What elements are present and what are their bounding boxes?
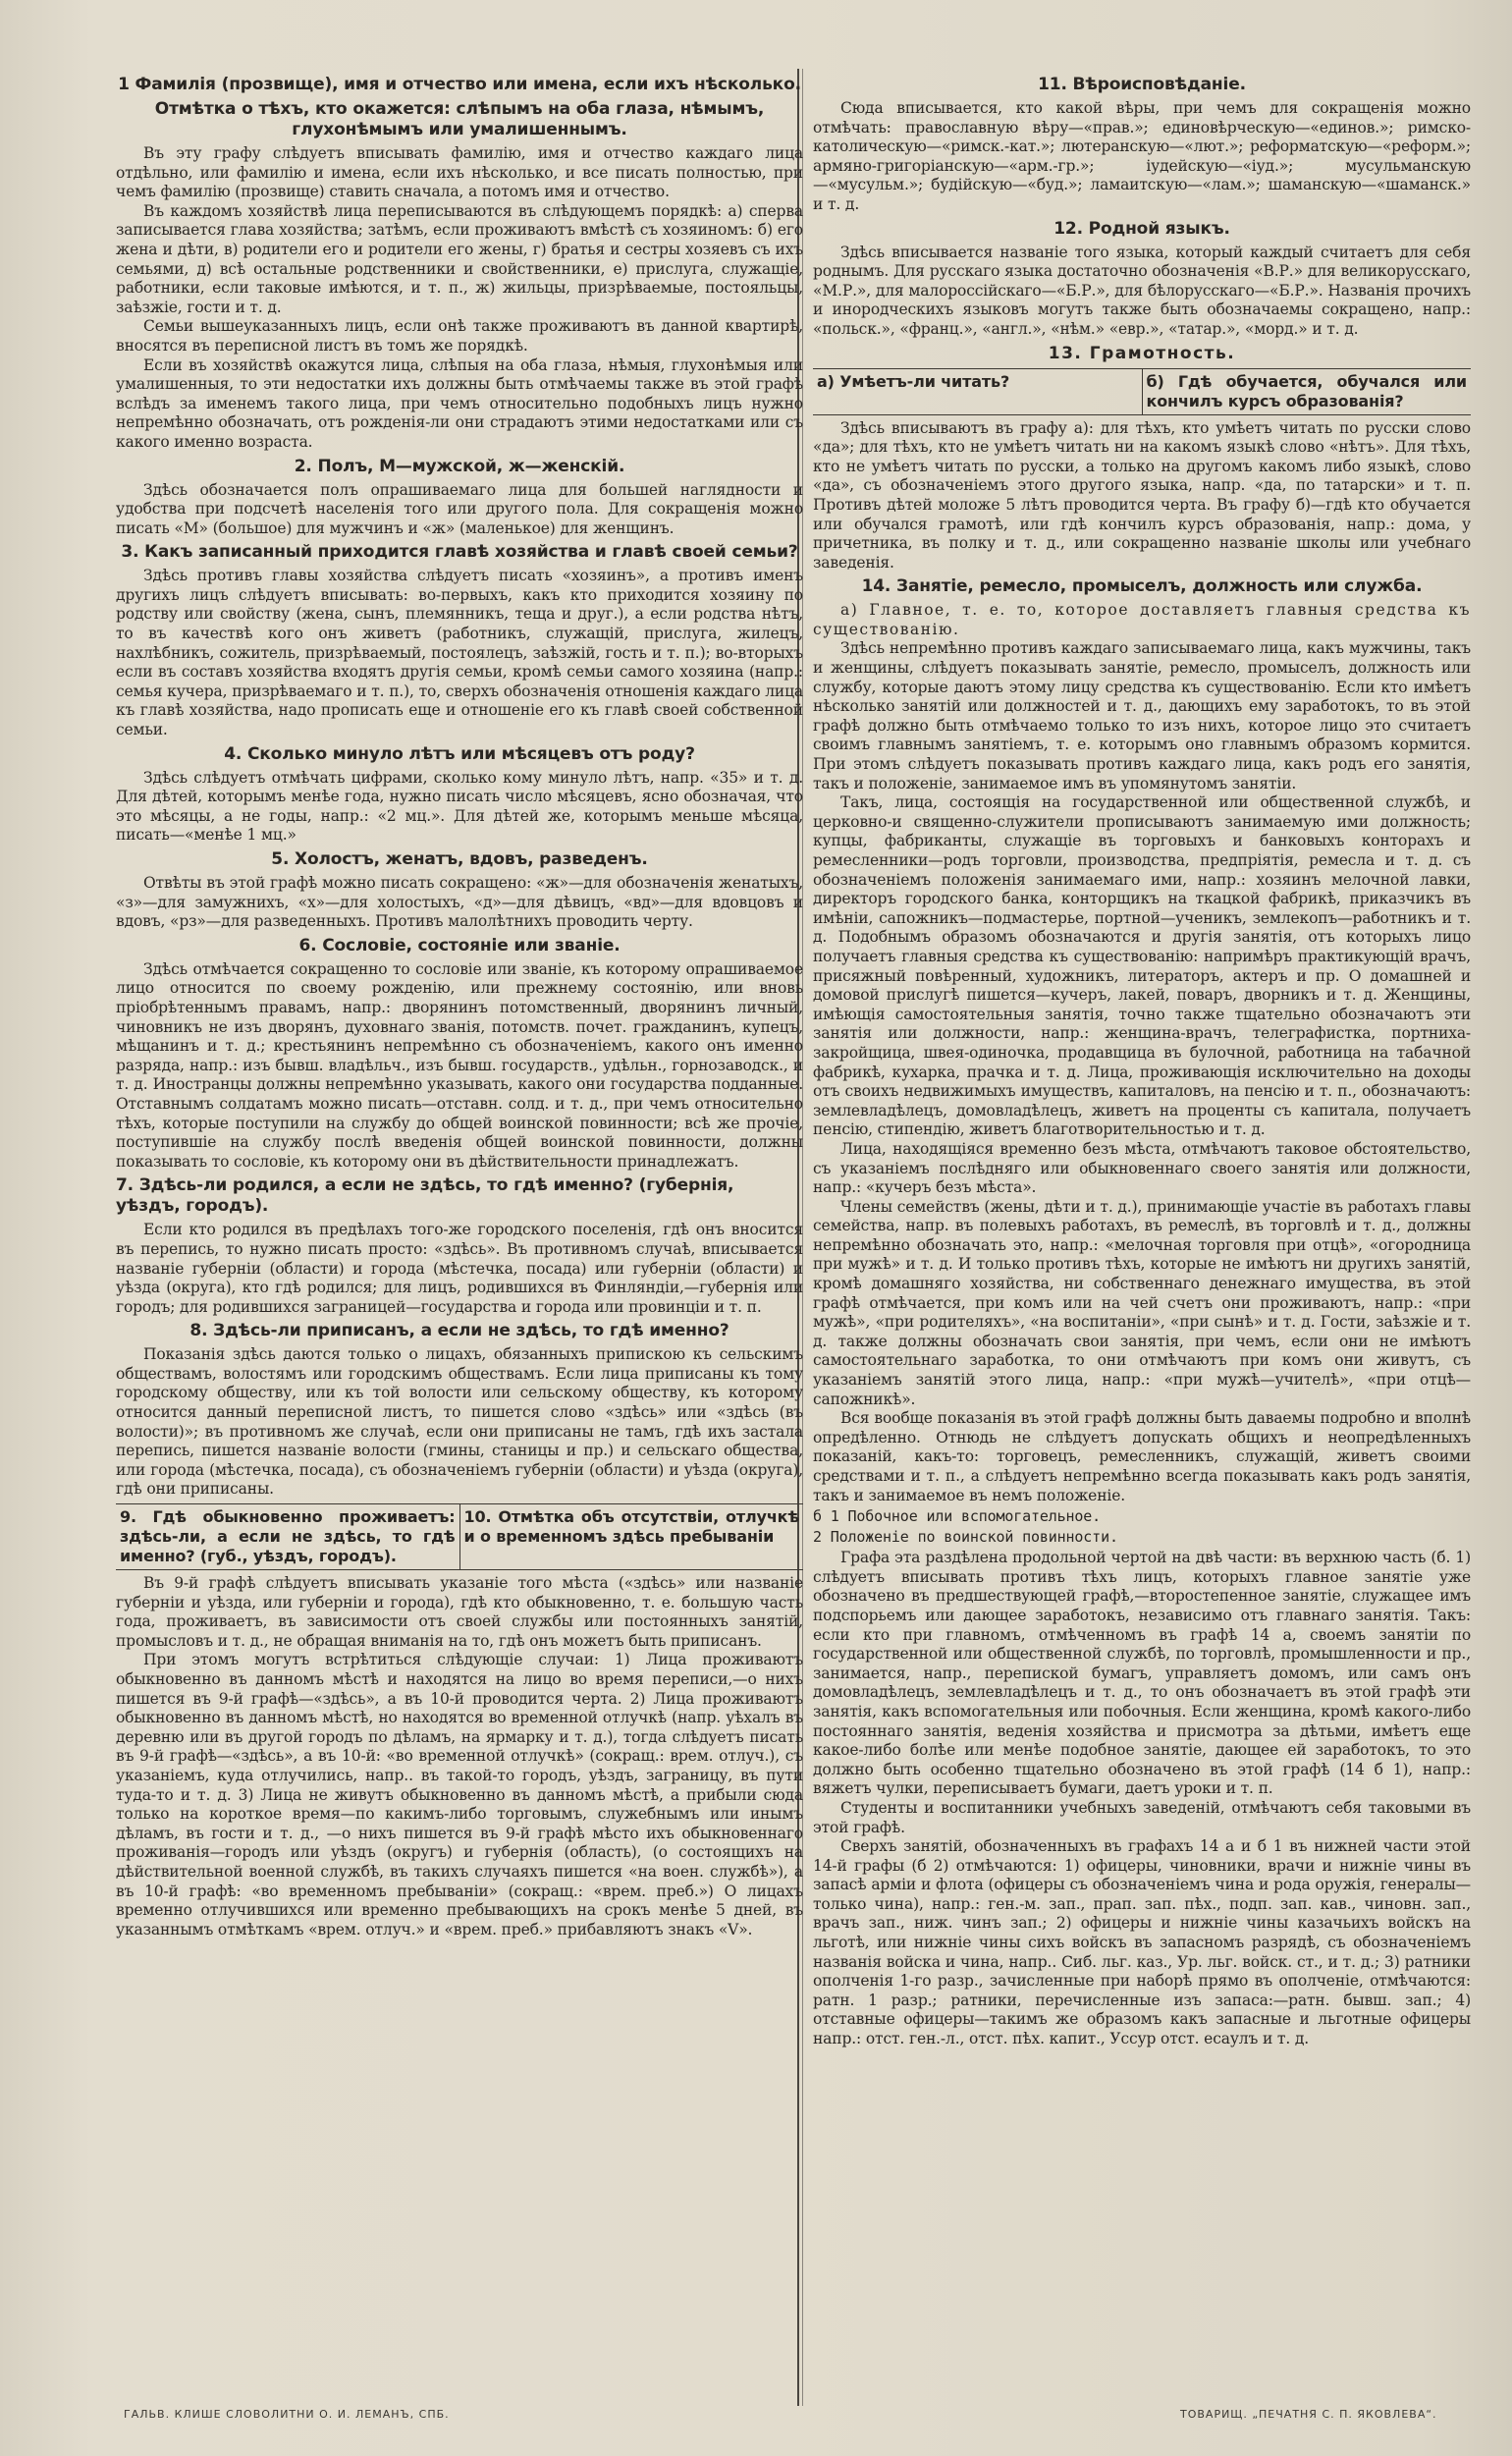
- paragraph: Здѣсь обозначается полъ опрашиваемаго лица для большей наглядности и удобства при подсчетѣ населенія того или другого пола. Для сокращенія можно писать «М» (большое) для мужчинъ и «ж» (маленькое) для женщинъ.: [116, 480, 803, 537]
- printer-credit-left: ГАЛЬВ. КЛИШЕ СЛОВОЛИТНИ О. И. ЛЕМАНЪ, СПБ.: [124, 2408, 450, 2421]
- heading-14: 14. Занятіе, ремесло, промыселъ, должность или служба.: [861, 576, 1423, 597]
- left-column: [116, 71, 803, 2359]
- paragraph: Если кто родился въ предѣлахъ того-же городского поселенія, гдѣ онъ вносится въ перепись, то нужно писать просто: «здѣсь». Въ противномъ случаѣ, вписывается названіе губерніи (области) и города (мѣстечка, посада) или губерніи (области) и уѣзда (округа), кто гдѣ родился; для лицъ, родившихся въ Финляндіи,—губернія или городъ; для родившихся заграницей—государства и города или провинціи и т. п.: [116, 1221, 803, 1316]
- paragraph: Здѣсь слѣдуетъ отмѣчать цифрами, сколько кому минуло лѣтъ, напр. «35» и т. д. Для дѣтей, которымъ менѣе года, нужно писать число мѣсяцевъ, ясно обозначая, что это мѣсяцы, а не годы, напр.: «2 мц.». Для дѣтей же, которымъ меньше мѣсяца, писать—«менѣе 1 мц.»: [116, 768, 803, 845]
- paragraph: Въ 9-й графѣ слѣдуетъ вписывать указаніе того мѣста («здѣсь» или названіе губерніи и уѣзда, или губерніи и города), гдѣ кто обыкновенно, т. е. большую часть года, проживаетъ, въ зависимости отъ своей службы или постоянныхъ занятій, промысловъ и т. д., не обращая вниманія на то, гдѣ онъ можетъ быть приписанъ.: [116, 1574, 803, 1650]
- paragraph: Если въ хозяйствѣ окажутся лица, слѣпыя на оба глаза, нѣмыя, глухонѣмыя или умалишенныя, то эти недостатки ихъ должны быть отмѣчаемы также въ этой графѣ вслѣдъ за именемъ такого лица, при чемъ относительно подобныхъ лицъ нужно непремѣнно обозначать, отъ рожденія-ли они страдаютъ этими недостатками или съ какого именно возраста.: [116, 355, 803, 451]
- paragraph: Вся вообще показанія въ этой графѣ должны быть даваемы подробно и вполнѣ опредѣленно. Отнюдь не слѣдуетъ допускать общихъ и неопредѣленныхъ показаній, какъ-то: торговецъ, ремесленникъ, служащій, живетъ своими средствами и т. п., а слѣдуетъ непремѣнно всегда показывать какъ родъ занятія, такъ и занимаемое въ немъ положеніе.: [813, 1409, 1471, 1504]
- split-heading-9-10: [116, 1503, 803, 1570]
- heading-9: 9. Гдѣ обыкновенно проживаетъ: здѣсь-ли, а если не здѣсь, то гдѣ именно? (губ., уѣздъ, городъ).: [116, 1504, 460, 1569]
- heading-3: 3. Какъ записанный приходится главѣ хозяйства и главѣ своей семьи?: [121, 542, 798, 563]
- paragraph: Отвѣты въ этой графѣ можно писать сокращено: «ж»—для обозначенія женатыхъ, «з»—для замужнихъ, «х»—для холостыхъ, «д»—для дѣвицъ, «вд»—для вдовцовъ и вдовъ, «рз»—для разведенныхъ. Противъ малолѣтнихъ проводить черту.: [116, 874, 803, 931]
- printer-credit-right: ТОВАРИЩ. „ПЕЧАТНЯ С. П. ЯКОВЛЕВА“.: [1180, 2408, 1437, 2421]
- heading-11: 11. Вѣроисповѣданіе.: [1038, 75, 1246, 94]
- paragraph: Сюда вписывается, кто какой вѣры, при чемъ для сокращенія можно отмѣчать: православную вѣру—«прав.»; единовѣрческую—«единов.»; римско-католическую—«римск.-кат.»; лютеранскую—«лют.»; реформатскую—«реформ.»; армяно-григоріанскую—«арм.-гр.»; іудейскую—«іуд.»; мусульманскую—«мусульм.»; будійскую—«буд.»; ламаитскую—«лам.»; шаманскую—«шаманск.» и т. д.: [813, 99, 1471, 213]
- heading-1: 1 Фамилія (прозвище), имя и отчество или имена, если ихъ нѣсколько.: [118, 75, 801, 94]
- subheading-14a: а) Главное, т. е. то, которое доставляетъ главныя средства къ существованію.: [813, 601, 1471, 638]
- paragraph: Студенты и воспитанники учебныхъ заведеній, отмѣчаютъ себя таковыми въ этой графѣ.: [813, 1798, 1471, 1836]
- heading-2: 2. Полъ, М—мужской, ж—женскій.: [294, 456, 625, 476]
- paragraph: Здѣсь противъ главы хозяйства слѣдуетъ писать «хозяинъ», а противъ именъ другихъ лицъ слѣдуетъ вписывать: во-первыхъ, какъ кто приходится хозяину по родству или свойству (жена, сынъ, племянникъ, теща и друг.), а если родства нѣтъ, то въ качествѣ кого онъ живетъ (работникъ, служащій, прислуга, жилецъ, нахлѣбникъ, сожитель, призрѣваемый, постоялецъ, заѣзжій, гость и т. п.); во-вторыхъ если въ составъ хозяйства входятъ другія семьи, кромѣ семьи самого хозяина (напр.: семья кучера, призрѣваемаго и т. п.), то, сверхъ обозначенія отношенія каждаго лица къ главѣ хозяйства, надо прописать еще и отношеніе его къ главѣ своей собственной семьи.: [116, 567, 803, 739]
- heading-10: 10. Отмѣтка объ отсутствіи, отлучкѣ и о временномъ здѣсь пребываніи: [463, 1507, 799, 1547]
- heading-13a: а) Умѣетъ-ли читать?: [813, 369, 1143, 414]
- paragraph: Здѣсь вписывается названіе того языка, который каждый считаетъ для себя роднымъ. Для русскаго языка достаточно обозначенія «В.Р.» для великорусскаго, «М.Р.», для малороссійскаго—«Б.Р.», для бѣлорусскаго—«Б.Р.». Названія прочихъ и инородческихъ языковъ могутъ также быть обозначаемы сокращено, напр.: «польск.», «франц.», «англ.», «нѣм.» «евр.», «татар.», «морд.» и т. д.: [813, 243, 1471, 338]
- heading-12: 12. Родной языкъ.: [1053, 218, 1230, 239]
- heading-5: 5. Холостъ, женатъ, вдовъ, разведенъ.: [271, 849, 648, 869]
- right-column: [813, 71, 1471, 2359]
- split-heading-13: [813, 368, 1471, 415]
- paragraph: Семьи вышеуказанныхъ лицъ, если онѣ также проживаютъ въ данной квартирѣ, вносятся въ переписной листъ въ томъ же порядкѣ.: [116, 317, 803, 355]
- paragraph: Сверхъ занятій, обозначенныхъ въ графахъ 14 а и б 1 въ нижней части этой 14-й графы (б 2) отмѣчаются: 1) офицеры, чиновники, врачи и нижніе чины въ запасѣ арміи и флота (офицеры съ обозначеніемъ чина и рода оружія, генералы—только чина), напр.: ген.-м. зап., прап. зап. пѣх., подп. зап. кав., чиновн. зап., врачъ зап., ниж. чинъ зап.; 2) офицеры и нижніе чины казачьихъ войскъ на льготѣ, или нижніе чины сихъ войскъ въ запасномъ разрядѣ, съ обозначеніемъ названія войска и чина, напр.. Сиб. льг. каз., Ур. льг. войск. ст., и т. д.; 3) ратники ополченія 1-го разр., зачисленные при наборѣ прямо въ ополченіе, отмѣчаются: ратн. 1 разр.; ратники, перечисленные изъ запаса:—ратн. бывш. зап.; 4) отставные офицеры—такимъ же образомъ какъ запасные и льготные офицеры напр.: отст. ген.-л., отст. пѣх. капит., Уссур отст. есаулъ и т. д.: [813, 1837, 1471, 2048]
- paragraph: Члены семействъ (жены, дѣти и т. д.), принимающіе участіе въ работахъ главы семейства, напр. въ полевыхъ работахъ, въ ремеслѣ, въ торговлѣ и т. д., должны непремѣнно обозначать это, напр.: «мелочная торговля при отцѣ», «огородница при мужѣ» и т. д. И только противъ тѣхъ, которые не имѣютъ ни другихъ занятій, кромѣ домашняго хозяйства, ни собственнаго денежнаго имущества, въ этой графѣ отмѣчается, при комъ или на чей счетъ они проживаютъ, напр.: «при мужѣ», «при родителяхъ», «на воспитаніи», «при сынѣ» и т. д. Гости, заѣзжіе и т. д. также должны обозначать свои занятія, при чемъ, если они не имѣютъ самостоятельнаго заработка, то они отмѣчаютъ при комъ они живутъ, съ указаніемъ занятій этого лица, напр.: «при мужѣ—учителѣ», «при отцѣ—сапожникѣ».: [813, 1197, 1471, 1408]
- paragraph: Здѣсь отмѣчается сокращенно то сословіе или званіе, къ которому опрашиваемое лицо относится по своему рожденію, или прежнему состоянію, или вновь пріобрѣтеннымъ правамъ, напр.: дворянинъ потомственный, дворянинъ личный, чиновникъ не изъ дворянъ, духовнаго званія, потомств. почет. гражданинъ, купецъ, мѣщанинъ и т. д.; крестьянинъ непремѣнно съ обозначеніемъ, какого онъ именно разряда, напр.: изъ бывш. владѣльч., изъ бывш. государств., удѣльн., горнозаводск., и т. д. Иностранцы должны непремѣнно указывать, какого они государства подданные. Отставнымъ солдатамъ можно писать—отставн. солд. и т. д., при чемъ относительно тѣхъ, которые поступили на службу до общей воинской повинности; всѣ же прочіе, поступившіе на службу послѣ введенія общей воинской повинности, должны показывать то сословіе, къ которому они въ дѣйствительности принадлежатъ.: [116, 959, 803, 1171]
- paragraph: Здѣсь непремѣнно противъ каждаго записываемаго лица, какъ мужчины, такъ и женщины, слѣдуетъ показывать занятіе, ремесло, промыселъ, должность или службу, которые даютъ этому лицу средства къ существованію. Если кто имѣетъ нѣсколько занятій или должностей и т. д., дающихъ ему заработокъ, то въ этой графѣ должно быть отмѣчаемо только то изъ нихъ, которое лицо это считаетъ своимъ главнымъ занятіемъ, т. е. которымъ оно главнымъ образомъ кормится. При этомъ слѣдуетъ показывать противъ каждаго лица, какъ родъ его занятія, такъ и положеніе, занимаемое имъ въ упомянутомъ занятіи.: [813, 639, 1471, 792]
- paragraph: Такъ, лица, состоящія на государственной или общественной службѣ, и церковно-и священно-служители прописываютъ занимаемую ими должность; купцы, фабриканты, служащіе въ торговыхъ и банковыхъ конторахъ и ремесленники—родъ торговли, производства, предпріятія, ремесла и т. д. съ обозначеніемъ положенія занимаемаго ими, напр.: хозяинъ мелочной лавки, директоръ городского банка, конторщикъ на ткацкой фабрикѣ, приказчикъ въ имѣніи, сапожникъ—подмастерье, портной—ученикъ, землекопъ—работникъ и т. д. Подобнымъ образомъ обозначаются и другія занятія, отъ которыхъ лицо получаетъ главныя средства къ существованію: напримѣръ практикующій врачъ, присяжный повѣренный, художникъ, литераторъ, актеръ и пр. О домашней и домовой прислугѣ пишется—кучеръ, лакей, поваръ, дворникъ и т. д. Женщины, имѣющія самостоятельныя занятія, точно также тщательно обозначаютъ эти занятія или должности, напр.: женщина-врачъ, телеграфистка, портниха-закройщица, швея-одиночка, продавщица въ булочной, работница на табачной фабрикѣ, кухарка, прачка и т. д. Лица, проживающія исключительно на доходы отъ своихъ недвижимыхъ имуществъ, капиталовъ, на пенсію и т. п., обозначаютъ: землевладѣлецъ, домовладѣлецъ, живетъ на проценты съ капитала, получаетъ пенсію, стипендію, живетъ благотворительностью и т. д.: [813, 793, 1471, 1139]
- heading-4: 4. Сколько минуло лѣтъ или мѣсяцевъ отъ роду?: [224, 743, 695, 764]
- subheading-14b1: б 1 Побочное или вспомогательное.: [813, 1507, 1102, 1526]
- heading-8: 8. Здѣсь-ли приписанъ, а если не здѣсь, то гдѣ именно?: [189, 1321, 729, 1341]
- paragraph: Въ эту графу слѣдуетъ вписывать фамилію, имя и отчество каждаго лица отдѣльно, или фамилію и имена, если ихъ нѣсколько, и все писать полностью, при чемъ фамилію (прозвище) ставить сначала, а потомъ имя и отчество.: [116, 144, 803, 201]
- paragraph: Графа эта раздѣлена продольной чертой на двѣ части: въ верхнюю часть (б. 1) слѣдуетъ вписывать противъ тѣхъ лицъ, которыхъ главное занятіе уже обозначено въ предшествующей графѣ,—второстепенное занятіе, служащее имъ подспорьемъ или дающее заработокъ, независимо отъ главнаго занятія. Такъ: если кто при главномъ, отмѣченномъ въ графѣ 14 а, своемъ занятіи по государственной или общественной службѣ, по торговлѣ, промышленности и пр., занимается, напр., перепиской бумагъ, управляетъ домомъ, или самъ онъ домовладѣлецъ, землевладѣлецъ и т. д., то онъ обозначаетъ въ этой графѣ эти занятія, какъ вспомогательныя или побочныя. Если женщина, кромѣ какого-либо постояннаго занятія, веденія хозяйства и присмотра за дѣтьми, имѣетъ еще какое-либо болѣе или менѣе подобное занятіе, дающее ей заработокъ, то это должно быть особенно тщательно обозначено въ этой графѣ (14 б 1), напр.: вяжетъ чулки, переписываетъ бумаги, даетъ уроки и т. п.: [813, 1549, 1471, 1798]
- subheading-14b2: 2 Положеніе по воинской повинности.: [813, 1528, 1118, 1547]
- paragraph: Лица, находящіяся временно безъ мѣста, отмѣчаютъ таковое обстоятельство, съ указаніемъ послѣдняго или обыкновеннаго своего занятія или должности, напр.: «кучеръ безъ мѣста».: [813, 1139, 1471, 1197]
- paragraph: Здѣсь вписываютъ въ графу а): для тѣхъ, кто умѣетъ читать по русски слово «да»; для тѣхъ, кто не умѣетъ читать ни на какомъ языкѣ слово «нѣтъ». Для тѣхъ, кто не умѣетъ читать по русски, а только на другомъ какомъ либо языкѣ, слово «да», съ обозначеніемъ этого другого языка, напр. «да, по татарски» и т. п. Противъ дѣтей моложе 5 лѣтъ проводится черта. Въ графу б)—гдѣ кто обучается или обучался грамотѣ, или гдѣ кончилъ курсъ образованія, напр.: дома, у причетника, въ полку и т. д., или сокращенно названіе школы или учебнаго заведенія.: [813, 418, 1471, 572]
- paragraph: Показанія здѣсь даются только о лицахъ, обязанныхъ припискою къ сельскимъ обществамъ, волостямъ или городскимъ обществамъ. Если лица приписаны къ тому городскому обществу, или къ той волости или сельскому обществу, къ которому относится данный переписной листъ, то пишется слово «здѣсь» или «здѣсь (въ волости)»; въ противномъ же случаѣ, если они приписаны не тамъ, гдѣ ихъ застала перепись, пишется названіе волости (гмины, станицы и пр.) и сельскаго общества, или города (мѣстечка, посада), съ обозначеніемъ губерніи (области) и уѣзда (округа), гдѣ они приписаны.: [116, 1345, 803, 1499]
- heading-13b: б) Гдѣ обучается, обучался или кончилъ курсъ образованія?: [1146, 371, 1467, 410]
- paragraph: При этомъ могутъ встрѣтиться слѣдующіе случаи: 1) Лица проживаютъ обыкновенно въ данномъ мѣстѣ и находятся на лицо во время переписи,—о нихъ пишется въ 9-й графѣ—«здѣсь», а въ 10-й проводится черта. 2) Лица проживаютъ обыкновенно въ данномъ мѣстѣ, но находятся во временной отлучкѣ (напр. уѣхалъ въ деревню или въ другой городъ по дѣламъ, на ярмарку и т. д.), тогда слѣдуетъ писать въ 9-й графѣ—«здѣсь», а въ 10-й: «во временной отлучкѣ» (сокращ.: врем. отлуч.), съ указаніемъ, куда отлучились, напр.. въ такой-то городъ, уѣздъ, заграницу, въ пути туда-то и т. д. 3) Лица не живутъ обыкновенно въ данномъ мѣстѣ, а прибыли сюда только на короткое время—по какимъ-либо торговымъ, служебнымъ или инымъ дѣламъ, въ гости и т. д., —о нихъ пишется въ 9-й графѣ мѣсто ихъ обыкновеннаго проживанія—городъ или уѣздъ (округъ) и губернія (область), (о состоящихъ на дѣйствительной военной службѣ, въ такихъ случаяхъ пишется «на воен. службѣ»), а въ 10-й графѣ: «во временномъ пребываніи» (сокращ.: «врем. преб.») О лицахъ временно отлучившихся или временно пребывающихъ на срокъ менѣе 5 дней, въ указаннымъ отмѣткамъ «врем. отлуч.» и «врем. преб.» прибавляютъ знакъ «V».: [116, 1651, 803, 1938]
- heading-6: 6. Сословіе, состояніе или званіе.: [298, 935, 621, 955]
- paragraph: Въ каждомъ хозяйствѣ лица переписываются въ слѣдующемъ порядкѣ: а) сперва записывается глава хозяйства; затѣмъ, если проживаютъ вмѣстѣ съ хозяиномъ: б) его жена и дѣти, в) родители его и родители его жены, г) братья и сестры хозяевъ съ ихъ семьями, д) всѣ остальные родственники и свойственники, е) прислуга, служащіе, работники, если таковые имѣются, и т. п., ж) жильцы, призрѣваемые, постояльцы, заѣзжіе, гости и т. д.: [116, 201, 803, 316]
- heading-1b: Отмѣтка о тѣхъ, кто окажется: слѣпымъ на оба глаза, нѣмымъ, глухонѣмымъ или умалишеннымъ.: [154, 99, 765, 139]
- heading-7: 7. Здѣсь-ли родился, а если не здѣсь, то гдѣ именно? (губернія, уѣздъ, городъ).: [116, 1175, 734, 1217]
- heading-13: 13. Грамотность.: [1048, 343, 1236, 363]
